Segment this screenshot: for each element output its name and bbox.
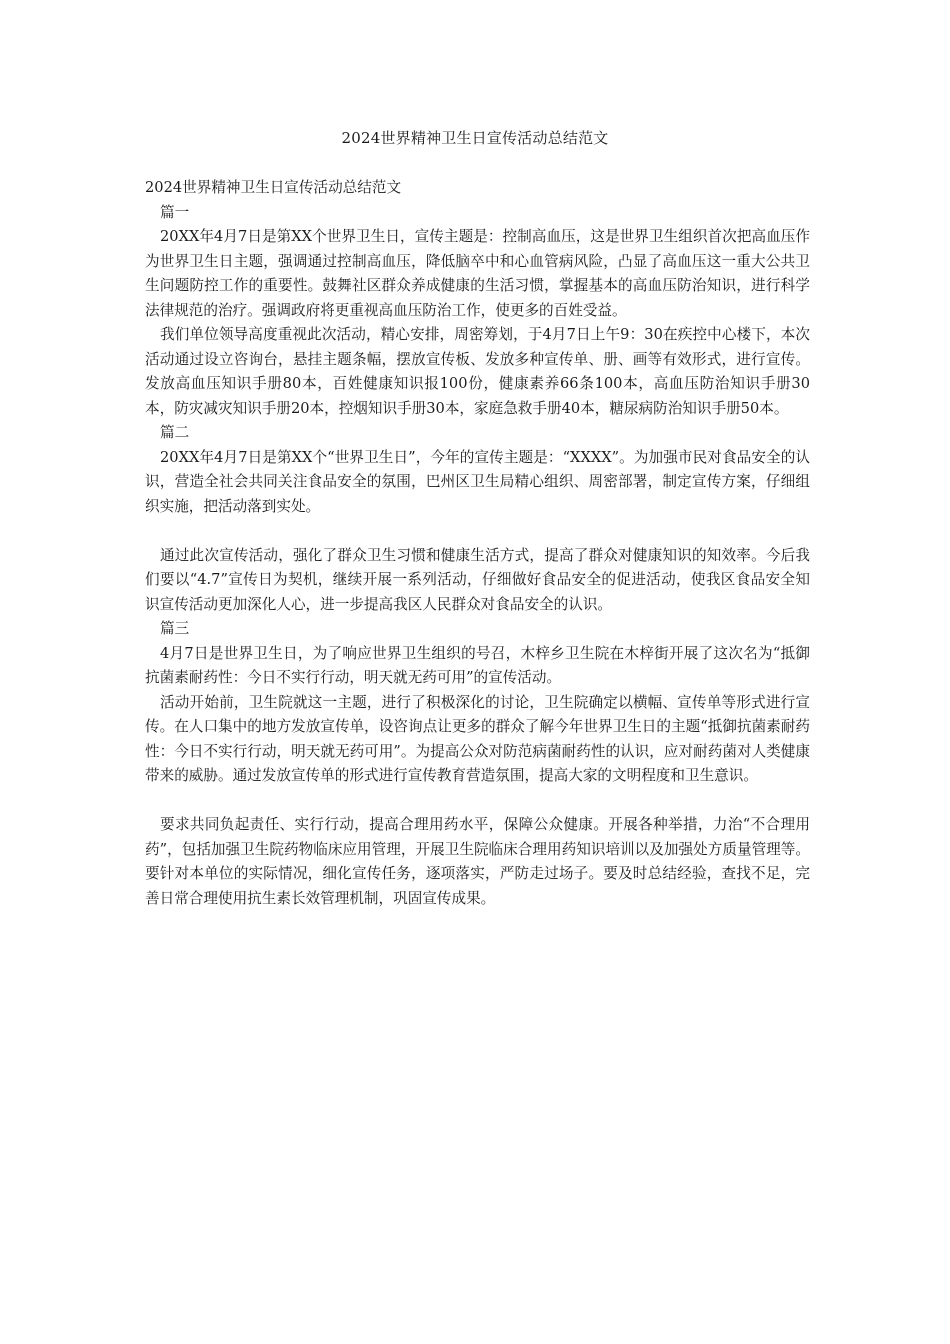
paragraph: 20XX年4月7日是第XX个“世界卫生日”，今年的宣传主题是：“XXXX”。为加强市民对食品安全的认识，营造全社会共同关注食品安全的氛围，巴州区卫生局精心组织、周密部署，制定宣传方案，仔细组织实施，把活动落到实处。 bbox=[145, 448, 810, 515]
section-label-3: 篇三 bbox=[160, 620, 190, 637]
paragraph: 20XX年4月7日是第XX个世界卫生日，宣传主题是：控制高血压，这是世界卫生组织首次把高血压作为世界卫生日主题，强调通过控制高血压，降低脑卒中和心血管病风险，凸显了高血压这一重大公共卫生问题防控工作的重要性。鼓舞社区群众养成健康的生活习惯，掌握基本的高血压防治知识，进行科学法律规范的治疗。强调政府将更重视高血压防治工作，使更多的百姓受益。 bbox=[145, 228, 810, 319]
paragraph: 4月7日是世界卫生日，为了响应世界卫生组织的号召，木梓乡卫生院在木梓街开展了这次名为“抵御抗菌素耐药性：今日不实行行动，明天就无药可用”的宣传活动。 bbox=[145, 644, 810, 686]
document-title: 2024世界精神卫生日宣传活动总结范文 bbox=[341, 129, 609, 147]
document-body bbox=[145, 176, 810, 911]
section-label-2: 篇二 bbox=[160, 424, 190, 441]
paragraph: 活动开始前，卫生院就这一主题，进行了积极深化的讨论，卫生院确定以横幅、宣传单等形式进行宣传。在人口集中的地方发放宣传单，设咨询点让更多的群众了解今年世界卫生日的主题“抵御抗菌素耐药性：今日不实行行动，明天就无药可用”。为提高公众对防范病菌耐药性的认识，应对耐药菌对人类健康带来的威胁。通过发放宣传单的形式进行宣传教育营造氛围，提高大家的文明程度和卫生意识。 bbox=[145, 693, 810, 784]
section-label-1: 篇一 bbox=[160, 203, 190, 221]
body-heading: 2024世界精神卫生日宣传活动总结范文 bbox=[145, 179, 402, 196]
paragraph: 通过此次宣传活动，强化了群众卫生习惯和健康生活方式，提高了群众对健康知识的知效率。今后我们要以“4.7”宣传日为契机，继续开展一系列活动，仔细做好食品安全的促进活动，使我区食品安全知识宣传活动更加深化人心，进一步提高我区人民群众对食品安全的认识。 bbox=[145, 546, 810, 613]
paragraph-gap bbox=[145, 789, 810, 814]
paragraph: 我们单位领导高度重视此次活动，精心安排，周密筹划，于4月7日上午9：30在疾控中心楼下，本次活动通过设立咨询台，悬挂主题条幅，摆放宣传板、发放多种宣传单、册、画等有效形式，进行宣传。发放高血压知识手册80本，百姓健康知识报100份，健康素养66条100本，高血压防治知识手册30本，防灾减灾知识手册20本，控烟知识手册30本，家庭急救手册40本，糖尿病防治知识手册50本。 bbox=[145, 326, 810, 417]
paragraph: 要求共同负起责任、实行行动，提高合理用药水平，保障公众健康。开展各种举措，力治“不合理用药”，包括加强卫生院药物临床应用管理，开展卫生院临床合理用药知识培训以及加强处方质量管理等。要针对本单位的实际情况，细化宣传任务，逐项落实，严防走过场子。要及时总结经验，查找不足，完善日常合理使用抗生素长效管理机制，巩固宣传成果。 bbox=[145, 816, 810, 907]
paragraph-gap bbox=[145, 519, 810, 544]
